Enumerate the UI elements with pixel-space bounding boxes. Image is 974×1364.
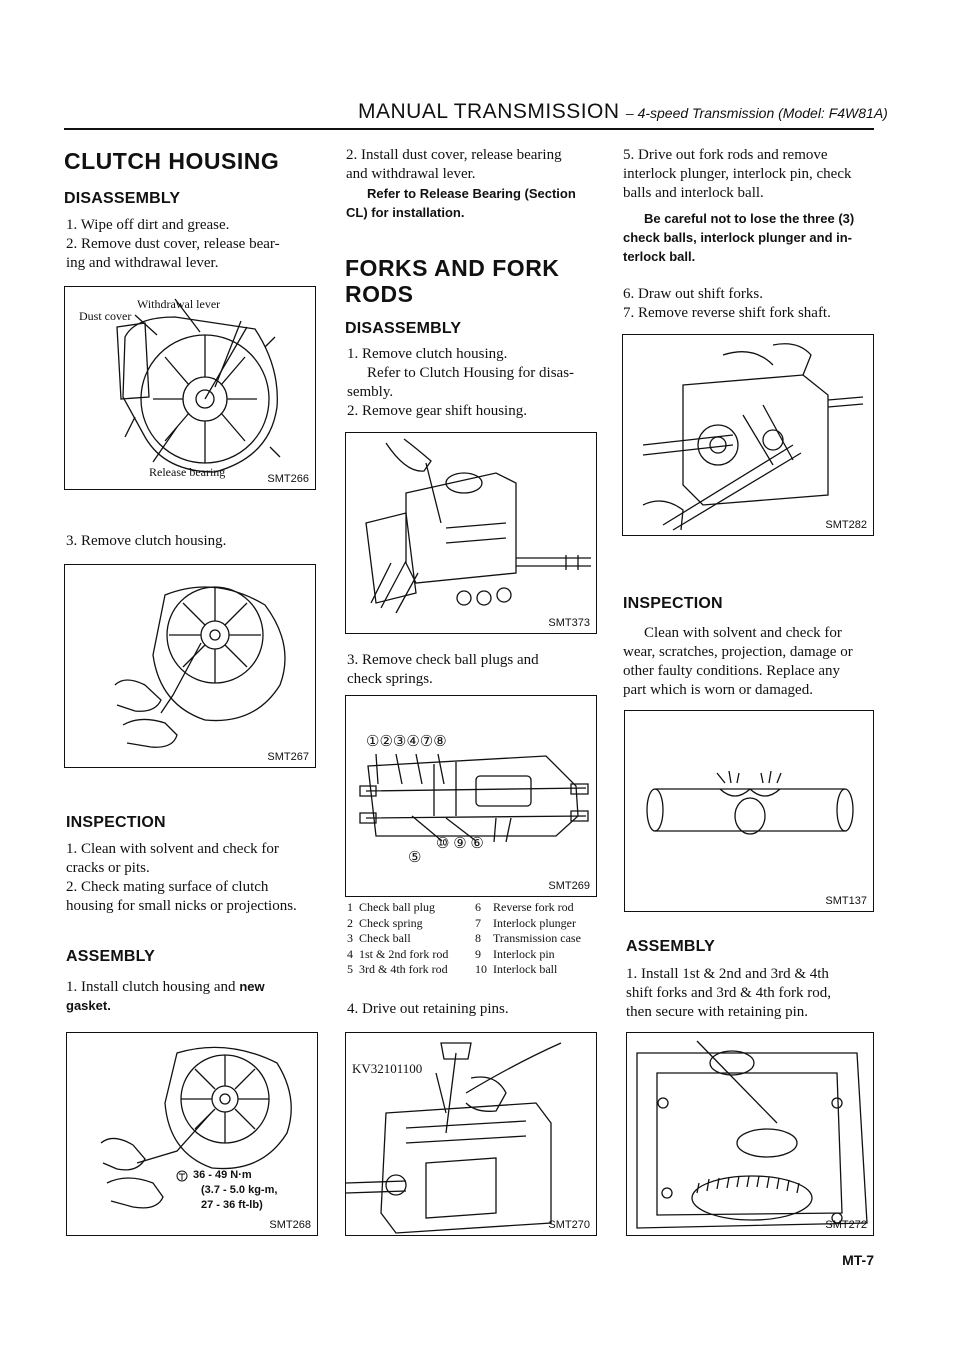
forks-step-2: 2. Remove gear shift housing. (347, 403, 527, 419)
page-number: MT-7 (842, 1252, 874, 1268)
forks-insp-d: part which is worn or damaged. (623, 682, 813, 698)
figure-code: SMT373 (548, 617, 590, 629)
legend-text: 3rd & 4th fork rod (359, 962, 448, 976)
legend-text: Reverse fork rod (493, 900, 574, 914)
legend-number: 9 (475, 946, 481, 961)
forks-step-1-ref-b: sembly. (347, 384, 394, 400)
clutch-asm-1a-text: 1. Install clutch housing and (66, 979, 236, 995)
legend-number: 5 (347, 962, 353, 976)
heading-assembly-forks: ASSEMBLY (626, 938, 716, 955)
note-check-balls-a: Be careful not to lose the three (3) (644, 211, 855, 226)
legend-text: Interlock pin (493, 946, 555, 961)
legend-number: 7 (475, 915, 481, 930)
forks-install-step-2b: and withdrawal lever. (346, 166, 476, 182)
legend-text: Interlock plunger (493, 915, 576, 930)
forks-step-3a: 3. Remove check ball plugs and (347, 652, 539, 668)
forks-insp-a: Clean with solvent and check for (644, 625, 842, 641)
note-check-balls-c: terlock ball. (623, 249, 696, 264)
label-dust-cover: Dust cover (79, 309, 132, 323)
legend-text: Transmission case (493, 931, 581, 945)
fork-rod-wear-illustration (625, 711, 875, 913)
clutch-step-2a: 2. Remove dust cover, release bear- (66, 236, 280, 252)
figure-code: SMT282 (825, 519, 867, 531)
legend-text: 1st & 2nd fork rod (359, 946, 449, 961)
figure-smt282 (622, 334, 874, 536)
install-clutch-housing-illustration (67, 1033, 319, 1237)
figure-smt268 (66, 1032, 318, 1236)
note-check-balls-b: check balls, interlock plunger and in- (623, 230, 852, 245)
legend-row (347, 947, 587, 963)
label-withdrawal-lever: Withdrawal lever (137, 297, 221, 311)
torque-value-kgm: (3.7 - 5.0 kg-m, (201, 1184, 278, 1196)
check-ball-plugs-illustration (346, 696, 598, 898)
forks-step-1: 1. Remove clutch housing. (347, 346, 508, 362)
forks-step-5c: balls and interlock ball. (623, 185, 764, 201)
legend-number: 1 (347, 900, 353, 914)
install-shift-forks-illustration (627, 1033, 875, 1237)
figure-code: SMT269 (548, 880, 590, 892)
clutch-insp-1b: cracks or pits. (66, 860, 150, 876)
figure-code: SMT266 (267, 473, 309, 485)
clutch-step-1: 1. Wipe off dirt and grease. (66, 217, 230, 233)
label-release-bearing: Release bearing (149, 465, 226, 479)
torque-value-ftlb: 27 - 36 ft-lb) (201, 1199, 263, 1211)
clutch-asm-1b: gasket. (66, 998, 111, 1013)
header-title: MANUAL TRANSMISSION (358, 100, 620, 123)
figure-code: SMT267 (267, 751, 309, 763)
legend-row (347, 962, 587, 978)
figure-smt373 (345, 432, 597, 634)
legend-number: 2 (347, 915, 353, 930)
clutch-step-3: 3. Remove clutch housing. (66, 533, 227, 549)
forks-step-7: 7. Remove reverse shift fork shaft. (623, 305, 831, 321)
legend-text: Interlock ball (493, 962, 558, 976)
heading-inspection: INSPECTION (66, 814, 166, 831)
legend-row (347, 931, 587, 947)
legend-text: Check spring (359, 915, 423, 930)
clutch-insp-2a: 2. Check mating surface of clutch (66, 879, 269, 895)
clutch-asm-1a (66, 977, 265, 997)
forks-step-5a: 5. Drive out fork rods and remove (623, 147, 828, 163)
figure-code: SMT137 (825, 895, 867, 907)
legend-number: 8 (475, 931, 481, 945)
clutch-insp-2b: housing for small nicks or projections. (66, 898, 297, 914)
note-release-bearing-b: CL) for installation. (346, 205, 465, 220)
section-title-forks-line1: FORKS AND FORK (345, 255, 560, 281)
figure-smt269 (345, 695, 597, 897)
shift-fork-shaft-illustration (623, 335, 875, 537)
section-title-clutch-housing: CLUTCH HOUSING (64, 148, 280, 174)
forks-asm-1a: 1. Install 1st & 2nd and 3rd & 4th (626, 966, 829, 982)
forks-asm-1b: shift forks and 3rd & 4th fork rod, (626, 985, 831, 1001)
forks-insp-b: wear, scratches, projection, damage or (623, 644, 853, 660)
forks-insp-c: other faulty conditions. Replace any (623, 663, 841, 679)
figure-legend (347, 900, 587, 978)
page-header (358, 100, 888, 124)
legend-row (347, 916, 587, 932)
heading-disassembly-forks: DISASSEMBLY (345, 320, 462, 337)
legend-text: Check ball (359, 931, 411, 945)
forks-step-6: 6. Draw out shift forks. (623, 286, 763, 302)
clutch-asm-1a-bold: new (239, 979, 265, 994)
forks-step-5b: interlock plunger, interlock pin, check (623, 166, 852, 182)
legend-row (347, 900, 587, 916)
section-title-forks-line2: RODS (345, 281, 414, 307)
forks-asm-1c: then secure with retaining pin. (626, 1004, 809, 1020)
clutch-step-2b: ing and withdrawal lever. (66, 255, 219, 271)
figure-smt266 (64, 286, 316, 490)
legend-number: 10 (475, 962, 487, 976)
figure-smt272 (626, 1032, 874, 1236)
heading-assembly: ASSEMBLY (66, 948, 156, 965)
figure-smt270 (345, 1032, 597, 1236)
figure-code: SMT270 (548, 1219, 590, 1231)
forks-step-1-ref-a: Refer to Clutch Housing for disas- (367, 365, 575, 381)
remove-clutch-housing-illustration (65, 565, 317, 769)
legend-number: 3 (347, 931, 353, 945)
header-rule (64, 128, 874, 130)
legend-number: 6 (475, 900, 481, 914)
legend-text: Check ball plug (359, 900, 435, 914)
heading-disassembly: DISASSEMBLY (64, 190, 181, 207)
torque-value-nm: 36 - 49 N·m (193, 1169, 252, 1181)
gear-shift-housing-illustration (346, 433, 598, 635)
figure-code: SMT272 (825, 1219, 867, 1231)
forks-install-step-2a: 2. Install dust cover, release bearing (346, 147, 562, 163)
figure-smt137 (624, 710, 874, 912)
note-release-bearing-a: Refer to Release Bearing (Section (367, 186, 576, 201)
figure-code: SMT268 (269, 1219, 311, 1231)
callout-5: ⑤ (408, 850, 422, 866)
figure-smt267 (64, 564, 316, 768)
forks-step-3b: check springs. (347, 671, 433, 687)
label-tool-kv32101100: KV32101100 (352, 1061, 423, 1076)
callout-10-9-6: ⑩ ⑨ ⑥ (436, 836, 484, 852)
forks-step-4: 4. Drive out retaining pins. (347, 1001, 509, 1017)
callout-row-top: ①②③④⑦⑧ (366, 734, 447, 750)
clutch-insp-1a: 1. Clean with solvent and check for (66, 841, 279, 857)
heading-inspection-forks: INSPECTION (623, 595, 723, 612)
legend-number: 4 (347, 946, 353, 961)
header-subtitle: – 4-speed Transmission (Model: F4W81A) (625, 105, 888, 121)
